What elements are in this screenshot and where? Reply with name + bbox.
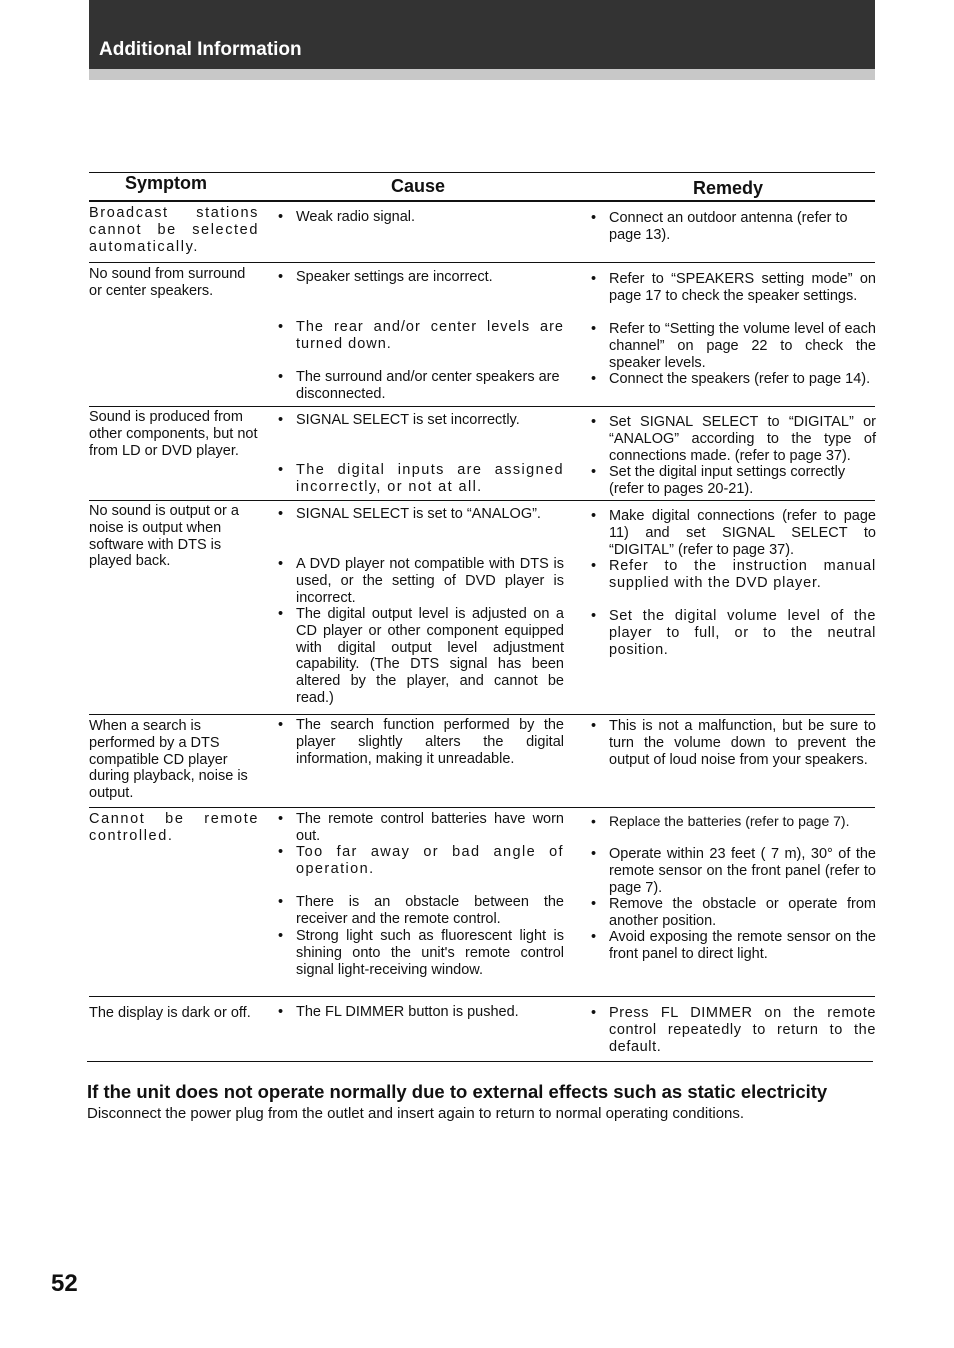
- cause-item: [276, 811, 564, 845]
- remedy-item: [589, 718, 876, 768]
- remedy-text: Refer to “Setting the volume level of each channel” on page 22 to check the speaker levels.: [609, 321, 876, 371]
- row-divider: [89, 406, 875, 407]
- remedy-text: Set the digital input settings correctly (refer to pages 20-21).: [609, 464, 846, 497]
- remedy-text: Remove the obstacle or operate from another position.: [609, 896, 876, 929]
- table-bottom-rule: [87, 1061, 873, 1062]
- bullet-icon: •: [278, 811, 284, 827]
- bullet-icon: •: [278, 506, 284, 522]
- remedy-item: [589, 846, 876, 896]
- bullet-icon: •: [278, 369, 284, 385]
- note-body: Disconnect the power plug from the outlet and insert again to return to normal operating conditions.: [87, 1105, 745, 1122]
- cause-text: The digital inputs are assigned incorrectly, or not at all.: [296, 462, 564, 495]
- remedy-item: [589, 321, 876, 371]
- remedy-text: Set SIGNAL SELECT to “DIGITAL” or “ANALOG” according to the type of connections made. (refer to page 37).: [609, 414, 876, 464]
- header-divider: [89, 69, 875, 80]
- symptom-cell: Broadcast stations cannot be selected automatically.: [89, 205, 259, 255]
- cause-item: [276, 606, 564, 707]
- bullet-icon: •: [591, 558, 597, 574]
- cause-item: [276, 556, 564, 606]
- cause-item: [276, 1004, 564, 1021]
- remedy-item: [589, 210, 876, 244]
- cause-text: The surround and/or center speakers are disconnected.: [296, 369, 560, 402]
- bullet-icon: •: [278, 928, 284, 944]
- remedy-item: [589, 464, 876, 498]
- symptom-cell: Sound is produced from other components, but not from LD or DVD player.: [89, 409, 258, 459]
- table-header-rule: [89, 200, 875, 202]
- note-heading: If the unit does not operate normally due to external effects such as static electricity: [87, 1081, 828, 1102]
- column-header-remedy: Remedy: [693, 178, 764, 198]
- cause-text: Strong light such as fluorescent light is shining onto the unit's remote control signal light-receiving window.: [296, 928, 564, 978]
- row-divider: [89, 807, 875, 808]
- cause-text: SIGNAL SELECT is set to “ANALOG”.: [296, 506, 541, 522]
- cause-text: The search function performed by the player slightly alters the digital information, making it unreadable.: [296, 717, 564, 767]
- remedy-item: [589, 896, 876, 930]
- cause-item: [276, 369, 564, 403]
- cause-text: The remote control batteries have worn out.: [296, 811, 564, 844]
- remedy-text: Press FL DIMMER on the remote control repeatedly to return to the default.: [609, 1005, 876, 1055]
- section-header: [89, 0, 875, 69]
- cause-text: The FL DIMMER button is pushed.: [296, 1004, 519, 1020]
- symptom-cell: The display is dark or off.: [89, 1005, 251, 1021]
- remedy-text: Connect the speakers (refer to page 14).: [609, 371, 871, 387]
- symptom-cell: Cannot be remote controlled.: [89, 811, 259, 844]
- remedy-text: This is not a malfunction, but be sure to turn the volume down to prevent the output of loud noise from your speakers.: [609, 718, 876, 768]
- cause-text: SIGNAL SELECT is set incorrectly.: [296, 412, 520, 428]
- remedy-item: [589, 558, 876, 592]
- bullet-icon: •: [278, 606, 284, 622]
- row-divider: [89, 996, 875, 997]
- cause-text: The rear and/or center levels are turned down.: [296, 319, 564, 352]
- symptom-cell: When a search is performed by a DTS compatible CD player during playback, noise is output.: [89, 718, 248, 802]
- cause-item: [276, 506, 564, 523]
- cause-item: [276, 412, 564, 429]
- cause-item: [276, 462, 564, 496]
- bullet-icon: •: [591, 608, 597, 624]
- cause-text: Too far away or bad angle of operation.: [296, 844, 564, 877]
- remedy-item: [589, 371, 876, 388]
- remedy-item: [589, 1005, 876, 1055]
- cause-item: [276, 894, 564, 928]
- remedy-item: [589, 508, 876, 558]
- symptom-cell: No sound from surround or center speakers.: [89, 266, 246, 299]
- cause-text: There is an obstacle between the receiver and the remote control.: [296, 894, 564, 927]
- bullet-icon: •: [591, 896, 597, 912]
- remedy-item: [589, 271, 876, 305]
- remedy-text: Refer to the instruction manual supplied with the DVD player.: [609, 558, 876, 591]
- remedy-text: Replace the batteries (refer to page 7).: [609, 813, 850, 829]
- section-title: Additional Information: [99, 39, 302, 60]
- bullet-icon: •: [591, 846, 597, 862]
- row-divider: [89, 714, 875, 715]
- row-divider: [89, 500, 875, 501]
- bullet-icon: •: [278, 412, 284, 428]
- cause-item: [276, 928, 564, 978]
- remedy-text: Operate within 23 feet ( 7 m), 30° of the remote sensor on the front panel (refer to page 7).: [609, 846, 876, 896]
- bullet-icon: •: [591, 210, 597, 226]
- symptom-cell: No sound is output or a noise is output when software with DTS is played back.: [89, 503, 239, 570]
- remedy-text: Avoid exposing the remote sensor on the front panel to direct light.: [609, 929, 876, 962]
- bullet-icon: •: [278, 894, 284, 910]
- cause-item: [276, 319, 564, 353]
- bullet-icon: •: [278, 717, 284, 733]
- bullet-icon: •: [278, 209, 284, 225]
- row-divider: [89, 262, 875, 263]
- cause-text: A DVD player not compatible with DTS is used, or the setting of DVD player is incorrect.: [296, 556, 564, 606]
- bullet-icon: •: [278, 319, 285, 335]
- column-header-cause: Cause: [391, 176, 446, 196]
- cause-text: Weak radio signal.: [296, 209, 416, 225]
- remedy-item: [589, 414, 876, 464]
- remedy-item: [589, 813, 876, 830]
- bullet-icon: •: [278, 269, 284, 285]
- remedy-text: Make digital connections (refer to page 11) and set SIGNAL SELECT to “DIGITAL” (refer to page 37).: [609, 508, 876, 558]
- bullet-icon: •: [278, 556, 284, 572]
- bullet-icon: •: [591, 929, 597, 945]
- bullet-icon: •: [591, 464, 597, 480]
- cause-item: [276, 844, 564, 878]
- bullet-icon: •: [591, 371, 597, 387]
- cause-text: Speaker settings are incorrect.: [296, 269, 493, 285]
- bullet-icon: •: [591, 414, 597, 430]
- cause-item: [276, 717, 564, 767]
- bullet-icon: •: [278, 462, 285, 478]
- remedy-item: [589, 608, 876, 658]
- cause-item: [276, 209, 564, 226]
- bullet-icon: •: [591, 718, 597, 734]
- bullet-icon: •: [278, 844, 285, 860]
- page-number: 52: [51, 1270, 78, 1297]
- cause-text: The digital output level is adjusted on a CD player or other component equipped with digital output level adjustment capability. (The DTS signal has been altered by the player, and cannot be read.): [296, 606, 564, 706]
- remedy-item: [589, 929, 876, 963]
- bullet-icon: •: [591, 321, 597, 337]
- bullet-icon: •: [591, 813, 596, 829]
- bullet-icon: •: [591, 271, 597, 287]
- remedy-text: Set the digital volume level of the player to full, or to the neutral position.: [609, 608, 876, 658]
- remedy-text: Connect an outdoor antenna (refer to page 13).: [609, 210, 848, 243]
- bullet-icon: •: [278, 1004, 284, 1020]
- remedy-text: Refer to “SPEAKERS setting mode” on page 17 to check the speaker settings.: [609, 271, 876, 304]
- bullet-icon: •: [591, 508, 597, 524]
- column-header-symptom: Symptom: [125, 173, 208, 193]
- cause-item: [276, 269, 564, 286]
- bullet-icon: •: [591, 1005, 597, 1021]
